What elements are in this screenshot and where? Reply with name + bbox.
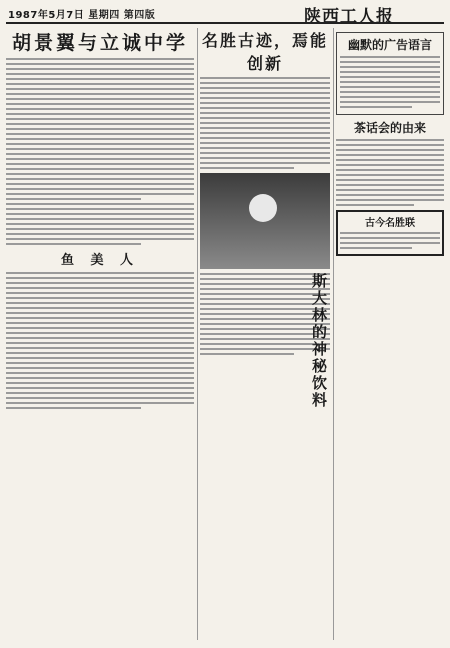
headline-main: 胡景翼与立诚中学 bbox=[11, 32, 188, 54]
column-divider bbox=[333, 28, 334, 640]
ad-title: 古今名胜联 bbox=[365, 218, 415, 229]
headline-feature: 斯大林的神秘饮料 bbox=[310, 273, 328, 409]
article-body-beauty bbox=[6, 272, 194, 409]
column-right bbox=[336, 28, 444, 640]
masthead-title: 陕西工人报 bbox=[304, 7, 394, 27]
ad-body bbox=[340, 232, 440, 249]
column-left bbox=[6, 28, 194, 640]
masthead-rule bbox=[6, 22, 444, 24]
flower-icon bbox=[249, 194, 277, 222]
column-middle bbox=[200, 28, 330, 640]
headline-tea: 茶话会的由来 bbox=[353, 121, 426, 135]
article-body-main bbox=[6, 58, 194, 245]
headline-mid: 名胜古迹，焉能创新 bbox=[201, 31, 328, 73]
photo-flower bbox=[200, 173, 330, 269]
article-body-column bbox=[340, 56, 440, 108]
headline-column: 幽默的广告语言 bbox=[347, 38, 432, 52]
article-body-feature bbox=[200, 273, 330, 409]
ad-box bbox=[336, 210, 444, 256]
masthead-date: 1987年5月7日 星期四 第四版 bbox=[8, 10, 156, 21]
article-body-tea bbox=[336, 139, 444, 206]
article-body-mid bbox=[200, 77, 330, 169]
section-tag-beauty: 鱼 美 人 bbox=[60, 253, 140, 268]
column-divider bbox=[197, 28, 198, 640]
column-box bbox=[336, 32, 444, 115]
